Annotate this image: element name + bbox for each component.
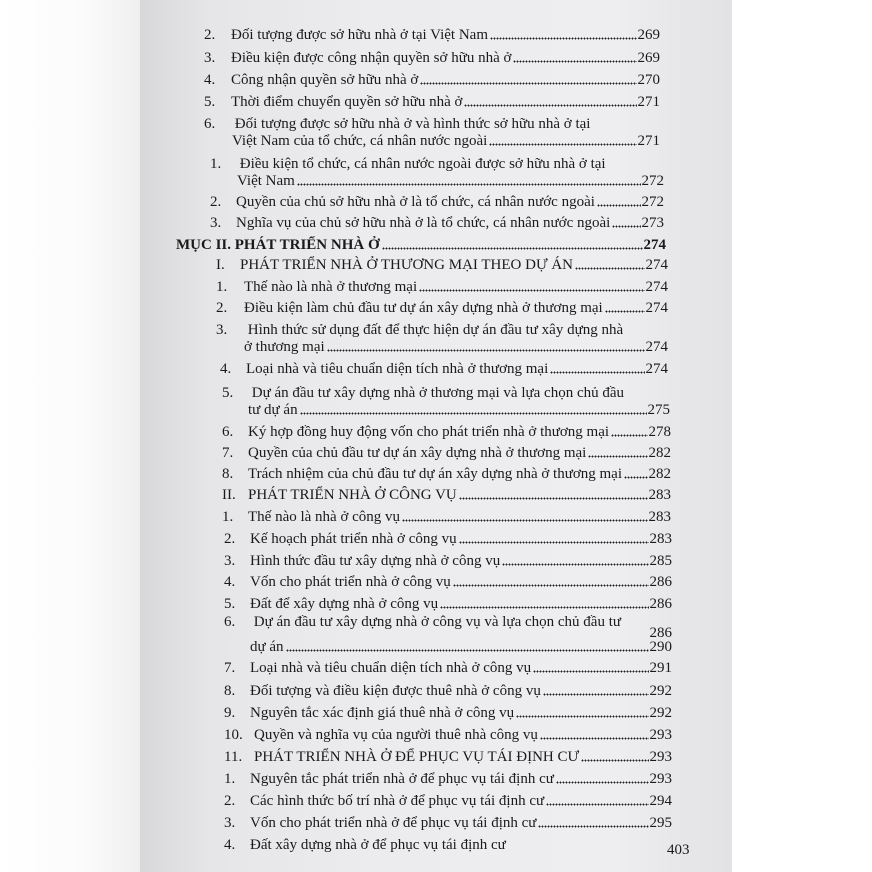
toc-entry-title: Quyền của chủ sở hữu nhà ở là tổ chức, cá nhân nước ngoài — [236, 194, 595, 210]
toc-entry-title: ở thương mại — [244, 339, 325, 355]
toc-entry-number: 2. — [224, 531, 236, 547]
toc-entry-number: 8. — [224, 683, 236, 699]
leader-dots — [533, 670, 648, 673]
section-heading — [176, 234, 666, 254]
toc-entry-page: 285 — [649, 553, 672, 569]
toc-entry-number: 4. — [220, 361, 232, 377]
toc-entry-title: Điều kiện làm chủ đầu tư dự án xây dựng nhà ở thương mại — [244, 300, 603, 316]
toc-entry-page: 295 — [649, 815, 672, 831]
toc-entry-title: Thời điểm chuyển quyền sở hữu nhà ở — [231, 94, 463, 110]
toc-entry-title: Nguyên tắc phát triển nhà ở để phục vụ tái định cư — [250, 771, 554, 787]
toc-entry-page: 269 — [637, 27, 660, 43]
leader-dots — [612, 225, 640, 228]
toc-entry-page: 294 — [649, 793, 672, 809]
toc-entry-page: 275 — [647, 402, 670, 418]
leader-dots — [538, 825, 648, 828]
leader-dots — [575, 267, 645, 270]
toc-entry — [204, 24, 660, 44]
toc-entry-page: 282 — [648, 466, 671, 482]
toc-entry-page: 283 — [649, 531, 672, 547]
toc-entry-number: 4. — [224, 837, 236, 853]
toc-entry-title: Hình thức đầu tư xây dựng nhà ở công vụ — [250, 553, 501, 569]
toc-entry — [224, 702, 672, 722]
toc-entry-number: 3. — [204, 50, 216, 66]
leader-dots — [459, 541, 649, 544]
toc-entry-title: PHÁT TRIỂN NHÀ Ở THƯƠNG MẠI THEO DỰ ÁN — [240, 257, 573, 273]
toc-entry — [224, 657, 672, 677]
toc-entry-title: Quyền và nghĩa vụ của người thuê nhà công vụ — [254, 727, 538, 743]
toc-entry-title: Vốn cho phát triển nhà ở công vụ — [250, 574, 451, 590]
toc-entry-title: Đối tượng và điều kiện được thuê nhà ở công vụ — [250, 683, 541, 699]
leader-dots — [588, 455, 647, 458]
toc-entry-title: PHÁT TRIỂN NHÀ Ở ĐỂ PHỤC VỤ TÁI ĐỊNH CƯ — [254, 749, 580, 765]
toc-entry-number: 5. — [222, 385, 234, 401]
leader-dots — [513, 60, 636, 63]
toc-entry-number: 8. — [222, 466, 234, 482]
toc-entry-number: 3. — [216, 322, 228, 338]
toc-entry-title: Vốn cho phát triển nhà ở để phục vụ tái định cư — [250, 815, 537, 831]
toc-entry-page: 274 — [645, 300, 668, 316]
toc-entry-page: 272 — [641, 173, 664, 189]
toc-entry-number: 3. — [224, 553, 236, 569]
leader-dots — [540, 737, 649, 740]
toc-entry-title: Việt Nam của tổ chức, cá nhân nước ngoài — [232, 133, 488, 149]
toc-entry-page: 286 — [649, 574, 672, 590]
toc-entry-number: I. — [216, 257, 225, 273]
toc-entry — [250, 636, 672, 656]
leader-dots — [624, 476, 647, 479]
leader-dots — [382, 247, 643, 250]
toc-entry — [216, 254, 668, 274]
toc-entry — [224, 768, 672, 788]
toc-entry-number: 6. — [204, 116, 216, 132]
leader-dots — [327, 349, 645, 352]
toc-entry-title: Công nhận quyền sở hữu nhà ở — [231, 72, 419, 88]
toc-entry — [224, 528, 672, 548]
toc-entry-number: 9. — [224, 705, 236, 721]
toc-entry — [222, 463, 671, 483]
toc-entry — [224, 746, 672, 766]
toc-entry-title: PHÁT TRIỂN NHÀ Ở CÔNG VỤ — [248, 487, 457, 503]
toc-entry — [210, 191, 664, 211]
toc-entry-number: 1. — [222, 509, 234, 525]
toc-entry-page: 272 — [641, 194, 664, 210]
toc-entry — [216, 276, 668, 296]
toc-entry — [244, 336, 668, 356]
toc-entry — [222, 506, 671, 526]
leader-dots — [297, 183, 641, 186]
leader-dots — [419, 289, 644, 292]
toc-entry-page: 274 — [645, 339, 668, 355]
leader-dots — [440, 606, 648, 609]
toc-entry-title: Ký hợp đồng huy động vốn cho phát triển nhà ở thương mại — [248, 424, 610, 440]
leader-dots — [516, 715, 648, 718]
toc-entry-title-line1: Dự án đầu tư xây dựng nhà ở thương mại và lựa chọn chủ đầu — [251, 385, 625, 401]
table-of-contents — [140, 0, 732, 872]
toc-entry-page: 271 — [637, 133, 660, 149]
toc-entry — [204, 69, 660, 89]
toc-entry-page: 282 — [648, 445, 671, 461]
toc-entry-title: Loại nhà và tiêu chuẩn diện tích nhà ở công vụ — [250, 660, 532, 676]
leader-dots — [611, 434, 647, 437]
toc-entry-title: Kế hoạch phát triển nhà ở công vụ — [250, 531, 457, 547]
toc-entry-number: II. — [222, 487, 236, 503]
toc-entry-page: 286 — [649, 596, 672, 612]
toc-entry — [222, 442, 671, 462]
leader-dots — [420, 82, 636, 85]
leader-dots — [453, 584, 649, 587]
toc-entry-page: 290 — [649, 639, 672, 655]
leader-dots — [489, 143, 636, 146]
toc-entry-title: Đất xây dựng nhà ở để phục vụ tái định cư — [250, 837, 506, 853]
toc-entry-page: 291 — [649, 660, 672, 676]
toc-entry-title: Trách nhiệm của chủ đầu tư dự án xây dựng nhà ở thương mại — [248, 466, 623, 482]
toc-entry-title: Thế nào là nhà ở công vụ — [248, 509, 401, 525]
leader-dots — [543, 693, 649, 696]
leader-dots — [286, 649, 649, 652]
toc-entry-page: 283 — [648, 487, 671, 503]
toc-entry-page: 273 — [641, 215, 664, 231]
toc-entry-title: Điều kiện được công nhận quyền sở hữu nhà ở — [231, 50, 512, 66]
toc-entry-title: Quyền của chủ đầu tư dự án xây dựng nhà ở thương mại — [248, 445, 587, 461]
leader-dots — [490, 37, 637, 40]
toc-entry-title-line1: Hình thức sử dụng đất để thực hiện dự án đầu tư xây dựng nhà — [247, 322, 624, 338]
toc-entry — [248, 399, 670, 419]
toc-entry-number: 1. — [210, 156, 222, 172]
leader-dots — [546, 803, 648, 806]
toc-entry — [216, 297, 668, 317]
leader-dots — [556, 781, 649, 784]
section-heading-title: MỤC II. PHÁT TRIỂN NHÀ Ở — [176, 237, 380, 253]
toc-entry-number: 7. — [222, 445, 234, 461]
toc-entry-title: dự án — [250, 639, 284, 655]
toc-entry-page: 271 — [637, 94, 660, 110]
toc-entry — [204, 47, 660, 67]
toc-entry-number: 1. — [216, 279, 228, 295]
toc-entry — [220, 358, 668, 378]
toc-entry-number: 1. — [224, 771, 236, 787]
toc-entry-page: 293 — [649, 771, 672, 787]
toc-entry-page: 278 — [648, 424, 671, 440]
leader-dots — [459, 497, 648, 500]
toc-entry-number: 2. — [224, 793, 236, 809]
toc-entry-number: 5. — [204, 94, 216, 110]
toc-entry — [224, 812, 672, 832]
toc-entry-title: Đất để xây dựng nhà ở công vụ — [250, 596, 439, 612]
toc-entry-page: 274 — [645, 257, 668, 273]
leader-dots — [300, 412, 647, 415]
leader-dots — [402, 519, 647, 522]
toc-entry-title: Nghĩa vụ của chủ sở hữu nhà ở là tổ chức, cá nhân nước ngoài — [236, 215, 611, 231]
toc-entry-title-line1: Dự án đầu tư xây dựng nhà ở công vụ và lựa chọn chủ đầu tư — [253, 614, 621, 630]
toc-entry-title: tư dự án — [248, 402, 298, 418]
toc-entry — [224, 571, 672, 591]
page-number: 403 — [667, 842, 690, 858]
toc-entry — [237, 170, 664, 190]
leader-dots — [502, 563, 648, 566]
toc-entry-number: 10. — [224, 727, 243, 743]
toc-entry — [222, 421, 671, 441]
toc-entry-number: 2. — [216, 300, 228, 316]
background-right — [732, 0, 872, 872]
toc-entry — [224, 724, 672, 744]
toc-entry-number: 4. — [204, 72, 216, 88]
toc-entry-page: 292 — [649, 705, 672, 721]
toc-entry-number: 5. — [224, 596, 236, 612]
book-page — [140, 0, 732, 872]
toc-entry — [224, 680, 672, 700]
leader-dots — [581, 759, 648, 762]
toc-entry-page: 274 — [645, 279, 668, 295]
toc-entry-number: 3. — [224, 815, 236, 831]
toc-entry-title: Nguyên tắc xác định giá thuê nhà ở công vụ — [250, 705, 515, 721]
toc-entry-page: 293 — [649, 727, 672, 743]
toc-entry-title: Loại nhà và tiêu chuẩn diện tích nhà ở thương mại — [246, 361, 549, 377]
toc-entry-title: Việt Nam — [237, 173, 295, 189]
toc-entry-title: Các hình thức bố trí nhà ở để phục vụ tái định cư — [250, 793, 545, 809]
toc-entry — [224, 550, 672, 570]
toc-entry-title: Thế nào là nhà ở thương mại — [244, 279, 418, 295]
toc-entry-page: 269 — [637, 50, 660, 66]
toc-entry — [204, 91, 660, 111]
toc-entry-number: 3. — [210, 215, 222, 231]
toc-entry — [232, 130, 660, 150]
leader-dots — [464, 104, 636, 107]
toc-entry-page: 292 — [649, 683, 672, 699]
toc-entry-title-line1: Điều kiện tổ chức, cá nhân nước ngoài được sở hữu nhà ở tại — [239, 156, 606, 172]
toc-entry-number: 6. — [224, 614, 236, 630]
toc-entry — [224, 790, 672, 810]
leader-dots — [597, 204, 641, 207]
toc-entry-page: 270 — [637, 72, 660, 88]
leader-dots — [550, 371, 644, 374]
background-left — [0, 0, 140, 872]
toc-entry — [224, 834, 672, 854]
toc-entry-number: 4. — [224, 574, 236, 590]
toc-entry-number: 11. — [224, 749, 243, 765]
section-heading-page: 274 — [643, 237, 666, 253]
toc-entry-title: Đối tượng được sở hữu nhà ở tại Việt Nam — [231, 27, 488, 43]
toc-entry-page: 283 — [648, 509, 671, 525]
leader-dots — [605, 310, 645, 313]
toc-entry-number: 2. — [204, 27, 216, 43]
toc-entry — [224, 593, 672, 613]
toc-entry-page: 286 — [649, 625, 672, 641]
toc-entry — [222, 484, 671, 504]
toc-entry — [210, 212, 664, 232]
toc-entry-page: 293 — [649, 749, 672, 765]
toc-entry-number: 2. — [210, 194, 222, 210]
toc-entry-page: 274 — [645, 361, 668, 377]
toc-entry-number: 6. — [222, 424, 234, 440]
toc-entry-number: 7. — [224, 660, 236, 676]
toc-entry-title-line1: Đối tượng được sở hữu nhà ở và hình thức sở hữu nhà ở tại — [234, 116, 591, 132]
